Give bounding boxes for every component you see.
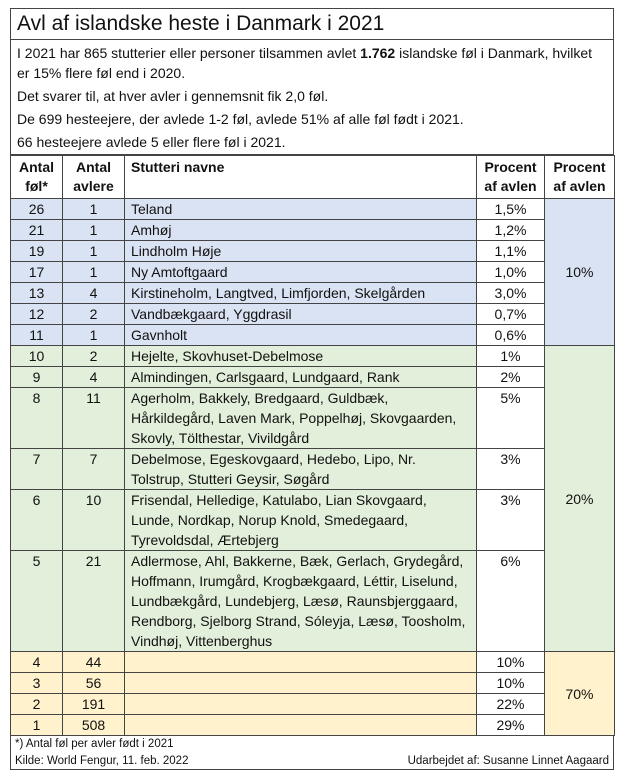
cell-antal-fol: 26 [11, 199, 63, 220]
cell-procent: 10% [477, 652, 545, 673]
cell-group-procent-yellow: 70% [545, 652, 615, 736]
intro-paragraph-3: De 699 hesteejere, der avlede 1-2 føl, avlede 51% af alle føl født i 2021. [17, 111, 464, 127]
header-antal-avlere: Antal avlere [63, 156, 125, 199]
intro-paragraph-2: Det svarer til, at hver avler i gennemsnit fik 2,0 føl. [17, 88, 329, 104]
cell-group-procent-green: 20% [545, 346, 615, 652]
page-title: Avl af islandske heste i Danmark i 2021 [10, 8, 614, 40]
source-text: Kilde: World Fengur, 11. feb. 2022 [15, 755, 189, 767]
cell-stutteri-navne: Ny Amtoftgaard [125, 262, 477, 283]
cell-procent: 3,0% [477, 283, 545, 304]
cell-stutteri-navne: Lindholm Høje [125, 241, 477, 262]
cell-stutteri-navne: Debelmose, Egeskovgaard, Hedebo, Lipo, Nr. Tolstrup, Stutteri Geysir, Søgård [125, 449, 477, 490]
footer-credits [15, 752, 609, 769]
cell-procent: 10% [477, 673, 545, 694]
cell-procent: 1% [477, 346, 545, 367]
cell-antal-fol: 1 [11, 715, 63, 736]
cell-procent: 0,7% [477, 304, 545, 325]
cell-antal-avlere: 56 [63, 673, 125, 694]
cell-stutteri-navne: Agerholm, Bakkely, Bredgaard, Guldbæk, Hårkildegård, Laven Mark, Poppelhøj, Skovgaarden, Skovly, Tölthestar, Vivildgård [125, 388, 477, 449]
table-header-row [11, 156, 615, 199]
cell-procent: 1,5% [477, 199, 545, 220]
cell-stutteri-navne: Gavnholt [125, 325, 477, 346]
cell-antal-fol: 8 [11, 388, 63, 449]
cell-antal-avlere: 1 [63, 199, 125, 220]
cell-stutteri-navne: Hejelte, Skovhuset-Debelmose [125, 346, 477, 367]
table-row [11, 652, 615, 673]
cell-antal-avlere: 1 [63, 262, 125, 283]
cell-procent: 1,2% [477, 220, 545, 241]
table-row [11, 241, 615, 262]
cell-antal-avlere: 21 [63, 551, 125, 652]
cell-antal-fol: 17 [11, 262, 63, 283]
table-row [11, 694, 615, 715]
table-row [11, 304, 615, 325]
cell-antal-fol: 10 [11, 346, 63, 367]
cell-antal-fol: 6 [11, 490, 63, 551]
intro-text [10, 40, 614, 155]
cell-antal-fol: 19 [11, 241, 63, 262]
cell-antal-fol: 9 [11, 367, 63, 388]
header-procent: Procent af avlen [477, 156, 545, 199]
cell-stutteri-navne: Adlermose, Ahl, Bakkerne, Bæk, Gerlach, Grydegård, Hoffmann, Irumgård, Krogbækgaard, Léttir, Liselund, Lundbækgård, Lundebjerg, Læsø, Raunsbjerggaard, Rendborg, Sjelborg Strand, Sóleyja, Læsø, Toosholm, Vindhøj, Vittenberghus [125, 551, 477, 652]
table-footer [10, 736, 614, 770]
intro-paragraph-1 [17, 43, 607, 83]
footnote: *) Antal føl per avler født i 2021 [15, 738, 174, 750]
cell-procent: 2% [477, 367, 545, 388]
cell-antal-avlere: 10 [63, 490, 125, 551]
cell-antal-fol: 13 [11, 283, 63, 304]
cell-antal-avlere: 191 [63, 694, 125, 715]
cell-stutteri-navne: Frisendal, Helledige, Katulabo, Lian Skovgaard, Lunde, Nordkap, Norup Knold, Smedegaard, Tyrevoldsdal, Ærtebjerg [125, 490, 477, 551]
table-row [11, 551, 615, 652]
table-row [11, 199, 615, 220]
cell-antal-avlere: 44 [63, 652, 125, 673]
cell-group-procent-blue: 10% [545, 199, 615, 346]
cell-procent: 29% [477, 715, 545, 736]
cell-antal-fol: 2 [11, 694, 63, 715]
cell-antal-avlere: 4 [63, 283, 125, 304]
cell-antal-avlere: 508 [63, 715, 125, 736]
cell-stutteri-navne [125, 715, 477, 736]
cell-antal-avlere: 2 [63, 346, 125, 367]
intro-p1-part-c: islandske føl i Danmark, hvilket er 15% flere føl end i 2020. [17, 45, 593, 81]
cell-procent: 1,1% [477, 241, 545, 262]
cell-antal-avlere: 7 [63, 449, 125, 490]
cell-antal-fol: 7 [11, 449, 63, 490]
table-row [11, 388, 615, 449]
cell-stutteri-navne: Kirstineholm, Langtved, Limfjorden, Skelgården [125, 283, 477, 304]
table-row [11, 346, 615, 367]
cell-antal-fol: 11 [11, 325, 63, 346]
cell-procent: 0,6% [477, 325, 545, 346]
header-procent-group: Procent af avlen [545, 156, 615, 199]
cell-antal-fol: 5 [11, 551, 63, 652]
intro-p1-bold-count: 1.762 [360, 45, 396, 61]
cell-stutteri-navne: Almindingen, Carlsgaard, Lundgaard, Rank [125, 367, 477, 388]
cell-procent: 1,0% [477, 262, 545, 283]
table-row [11, 673, 615, 694]
cell-procent: 3% [477, 490, 545, 551]
cell-antal-avlere: 11 [63, 388, 125, 449]
table-row [11, 325, 615, 346]
table-row [11, 367, 615, 388]
cell-antal-avlere: 1 [63, 220, 125, 241]
table-row [11, 490, 615, 551]
cell-procent: 3% [477, 449, 545, 490]
cell-stutteri-navne: Teland [125, 199, 477, 220]
cell-procent: 6% [477, 551, 545, 652]
table-row [11, 220, 615, 241]
cell-antal-fol: 3 [11, 673, 63, 694]
cell-antal-fol: 21 [11, 220, 63, 241]
header-antal-fol: Antal føl* [11, 156, 63, 199]
table-row [11, 449, 615, 490]
table-row [11, 262, 615, 283]
breeders-table [10, 155, 615, 736]
header-stutteri-navne: Stutteri navne [125, 156, 477, 199]
table-body [11, 199, 615, 736]
breeding-report-sheet [10, 8, 614, 770]
table-row [11, 715, 615, 736]
cell-stutteri-navne [125, 652, 477, 673]
cell-procent: 22% [477, 694, 545, 715]
author-text: Udarbejdet af: Susanne Linnet Aagaard [407, 755, 609, 767]
cell-stutteri-navne [125, 694, 477, 715]
cell-antal-avlere: 1 [63, 241, 125, 262]
cell-antal-fol: 12 [11, 304, 63, 325]
cell-antal-fol: 4 [11, 652, 63, 673]
cell-stutteri-navne [125, 673, 477, 694]
cell-procent: 5% [477, 388, 545, 449]
cell-stutteri-navne: Vandbækgaard, Yggdrasil [125, 304, 477, 325]
intro-paragraph-4: 66 hesteejere avlede 5 eller flere føl i 2021. [17, 134, 286, 150]
table-row [11, 283, 615, 304]
cell-antal-avlere: 2 [63, 304, 125, 325]
cell-antal-avlere: 1 [63, 325, 125, 346]
cell-stutteri-navne: Amhøj [125, 220, 477, 241]
cell-antal-avlere: 4 [63, 367, 125, 388]
intro-p1-part-a: I 2021 har 865 stutterier eller personer tilsammen avlet [17, 45, 361, 61]
